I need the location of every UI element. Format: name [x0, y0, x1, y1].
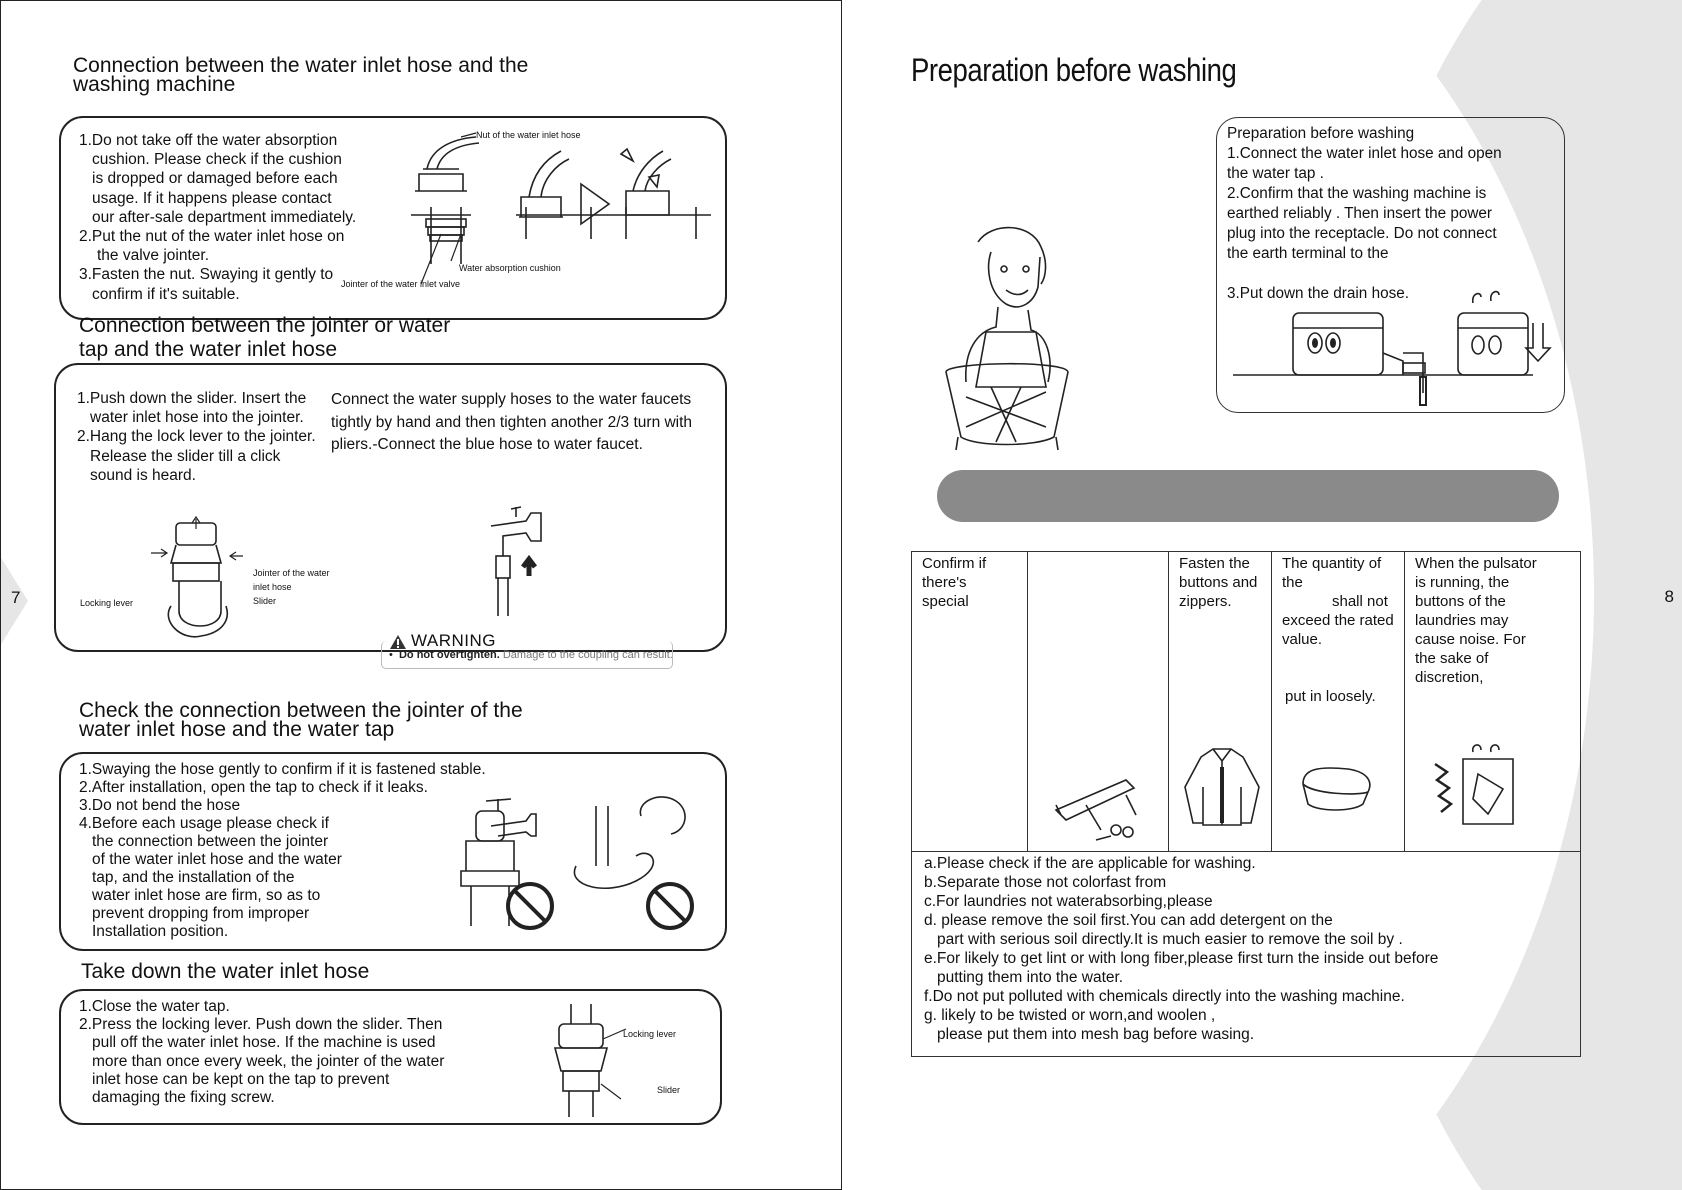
- warning-title: WARNING: [411, 631, 497, 650]
- label-cushion: Water absorption cushion: [459, 263, 561, 273]
- page-number: 8: [1664, 587, 1674, 606]
- preparation-box: [1216, 117, 1565, 413]
- care-cell-pulsator: When the pulsator is running, the buttons of the laundries may cause noise. For the sake of discretion,: [1405, 552, 1581, 852]
- take-down-illustration: [541, 999, 661, 1119]
- nut-fitting-illustration: [401, 129, 721, 299]
- care-cell-buttons: Fasten the buttons and zippers.: [1169, 552, 1272, 852]
- section-title-jointer-tap: Connection between the jointer or water tap and the water inlet hose: [79, 314, 451, 361]
- tap-leak-illustration: [436, 796, 736, 936]
- care-notes: a.Please check if the are applicable for washing. b.Separate those not colorfast from c.For laundries not waterabsorbing,please d. please remove the soil first.You can add detergent on the part with serious soil directly.It is much easier to remove the soil by . e.For likely to get lint or with long fiber,please first turn the inside out before putting them into the water. f.Do not put polluted with chemicals directly into the washing machine. g. likely to be twisted or worn,and woolen , please put them into mesh bag before wasing.: [912, 852, 1581, 1057]
- warning-bold: Do not overtighten.: [398, 649, 500, 661]
- steps-hose-machine: 1.Do not take off the water absorption cushion. Please check if the cushion is dropped or damaged before each usage. If it happens please contact our after-sale department immediately. 2.Put the nut of the water inlet hose on the valve jointer. 3.Fasten the nut. Swaying it gently to confirm if it's suitable.: [79, 132, 357, 303]
- page-title: Preparation before washing: [911, 52, 1237, 88]
- label-jointer-b: inlet hose: [253, 582, 292, 592]
- care-cell-pockets: [1028, 552, 1169, 852]
- label-slider: Slider: [253, 596, 277, 606]
- steps-jointer-tap: 1.Push down the slider. Insert the water inlet hose into the jointer. 2.Hang the lock lever to the jointer. Release the slider till a click sound is heard.: [77, 390, 316, 484]
- label-locking-lever-2: Locking lever: [623, 1029, 677, 1039]
- note-connect-hoses: Connect the water supply hoses to the water faucets tightly by hand and then tighten another 2/3 turn with pliers.-Connect the blue hose to water faucet.: [331, 391, 693, 453]
- care-cell-special: Confirm if there's special: [912, 552, 1028, 852]
- section-title-hose-machine: Connection between the water inlet hose and the washing machine: [73, 54, 529, 96]
- steps-check-connection: 1.Swaying the hose gently to confirm if it is fastened stable. 2.After installation, open the tap to check if it leaks. 3.Do not bend the hose 4.Before each usage please check if the connection between the jointer of the water inlet hose and the water tap, and the installation of the water inlet hose are firm, so as to prevent dropping from improper Installation position.: [79, 761, 486, 940]
- faucet-illustration: [481, 501, 561, 621]
- woman-laundry-illustration: [936, 222, 1076, 452]
- jointer-illustration: [151, 511, 261, 651]
- label-valve: Jointer of the water inlet valve: [341, 279, 461, 289]
- right-page: [844, 0, 1682, 1190]
- noisy-machine-icon: [1433, 744, 1523, 834]
- preparation-steps: Preparation before washing 1.Connect the water inlet hose and open the water tap . 2.Confirm that the washing machine is earthed reliably . Then insert the power plug into the receptacle. Do not connect the earth terminal to the 3.Put down the drain hose.: [1227, 125, 1502, 302]
- label-locking-lever: Locking lever: [80, 598, 134, 608]
- label-nut: Nut of the water inlet hose: [476, 130, 581, 140]
- folded-clothes-icon: [1298, 764, 1378, 814]
- care-cell-quantity: The quantity of the shall not exceed the rated value. put in loosely.: [1272, 552, 1405, 852]
- warning-rest: Damage to the coupling can result.: [499, 649, 673, 661]
- laundry-care-table: [911, 551, 1581, 1057]
- label-jointer-a: Jointer of the water: [253, 568, 330, 578]
- section-title-take-down: Take down the water inlet hose: [81, 960, 370, 983]
- section-title-check-connection: Check the connection between the jointer of the water inlet hose and the water tap: [79, 699, 523, 741]
- section-banner: [937, 470, 1559, 522]
- page-number: 7: [11, 588, 21, 607]
- steps-take-down: 1.Close the water tap. 2.Press the locking lever. Push down the slider. Then pull off the water inlet hose. If the machine is used more than once every week, the jointer of the water inlet hose can be kept on the tap to prevent damaging the fixing screw.: [79, 998, 445, 1107]
- trousers-icon: [1056, 770, 1146, 840]
- label-slider-2: Slider: [657, 1085, 681, 1095]
- shirt-icon: [1181, 747, 1263, 827]
- washing-machine-illustration: [1233, 283, 1553, 403]
- warning-text: • Do not overtighten. Damage to the coupling can result.: [389, 649, 673, 661]
